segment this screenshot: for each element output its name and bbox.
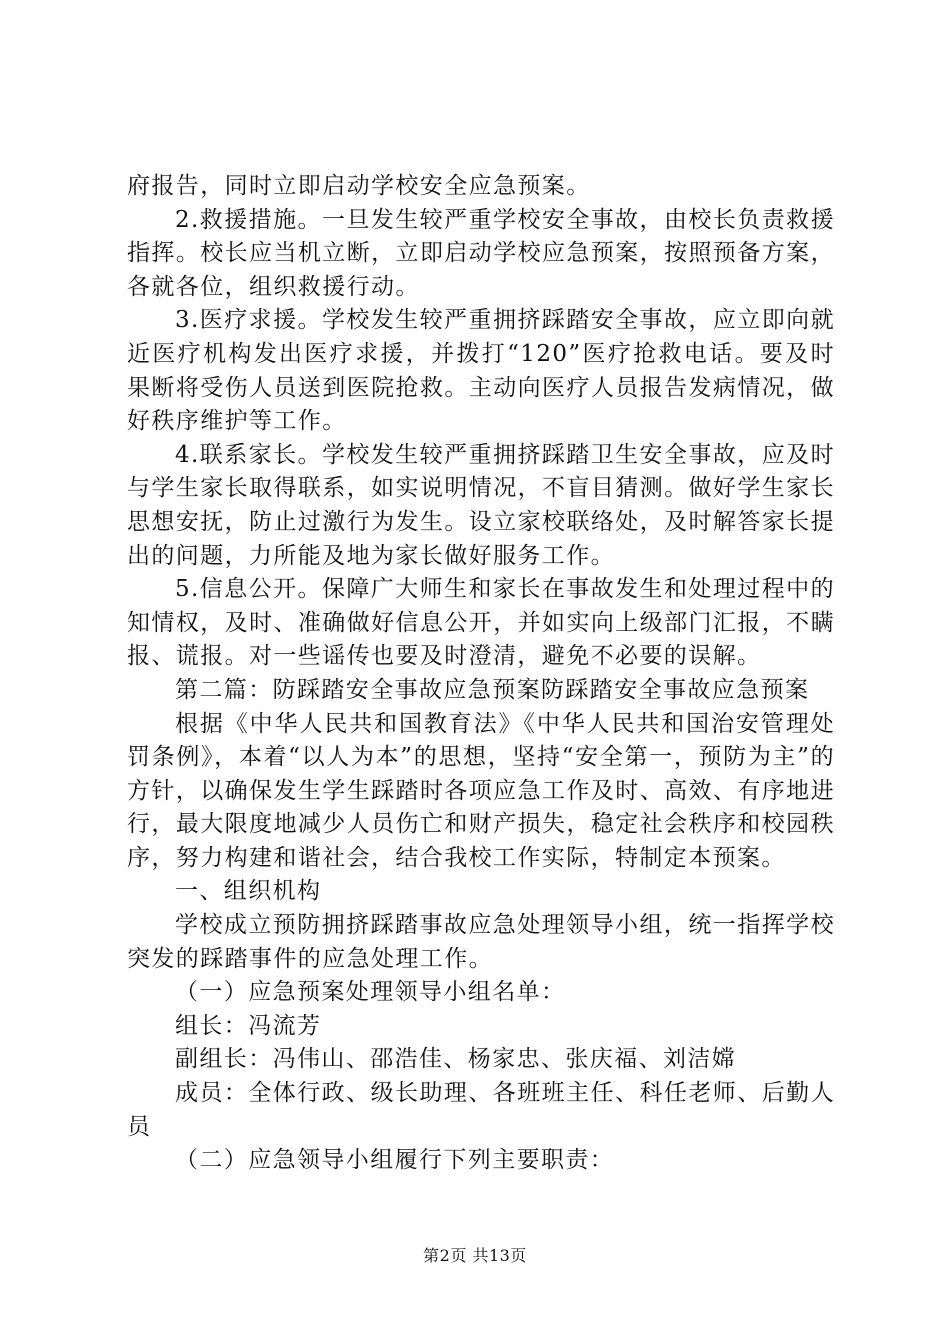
- paragraph-rescue-measures: 2.救援措施。一旦发生较严重学校安全事故，由校长负责救援指挥。校长应当机立断，立即启动学校应急预案，按照预备方案，各就各位，组织救援行动。: [127, 206, 835, 300]
- section-title-part-two: 第二篇：防踩踏安全事故应急预案防踩踏安全事故应急预案: [175, 676, 810, 703]
- group-leader: 组长：冯流芳: [175, 1012, 322, 1039]
- paragraph-information-disclosure: 5.信息公开。保障广大师生和家长在事故发生和处理过程中的知情权，及时、准确做好信息公开，并如实向上级部门汇报，不瞒报、谎报。对一些谣传也要及时澄清，避免不必要的误解。: [127, 576, 835, 670]
- group-members: 成员：全体行政、级长助理、各班班主任、科任老师、后勤人员: [127, 1080, 835, 1140]
- page-number: 第2页 共13页: [423, 1246, 527, 1265]
- paragraph-medical-aid: 3.医疗求援。学校发生较严重拥挤踩踏安全事故，应立即向就近医疗机构发出医疗求援，并拨打“120”医疗抢救电话。要及时果断将受伤人员送到医院抢救。主动向医疗人员报告发病情况，做好秩序维护等工作。: [127, 307, 835, 435]
- paragraph-contact-parents: 4.联系家长。学校发生较严重拥挤踩踏卫生安全事故，应及时与学生家长取得联系，如实说明情况，不盲目猜测。做好学生家长思想安抚，防止过激行为发生。设立家校联络处，及时解答家长提出的问题，力所能及地为家长做好服务工作。: [127, 441, 835, 569]
- subheading-member-list: （一）应急预案处理领导小组名单：: [175, 979, 566, 1006]
- paragraph-leadership-group: 学校成立预防拥挤踩踏事故应急处理领导小组，统一指挥学校突发的踩踏事件的应急处理工作。: [127, 912, 835, 972]
- document-body: [127, 170, 835, 1178]
- paragraph-continuation: 府报告，同时立即启动学校安全应急预案。: [127, 173, 591, 199]
- deputy-group-leaders: 副组长：冯伟山、邵浩佳、杨家忠、张庆福、刘洁嫦: [175, 1046, 737, 1073]
- paragraph-basis: 根据《中华人民共和国教育法》《中华人民共和国治安管理处罚条例》，本着“以人为本”的思想，坚持“安全第一，预防为主”的方针，以确保发生学生踩踏时各项应急工作及时、高效、有序地进行，最大限度地减少人员伤亡和财产损失，稳定社会秩序和校园秩序，努力构建和谐社会，结合我校工作实际，特制定本预案。: [127, 710, 835, 871]
- heading-organization: 一、组织机构: [175, 878, 322, 905]
- subheading-duties: （二）应急领导小组履行下列主要职责：: [175, 1147, 615, 1174]
